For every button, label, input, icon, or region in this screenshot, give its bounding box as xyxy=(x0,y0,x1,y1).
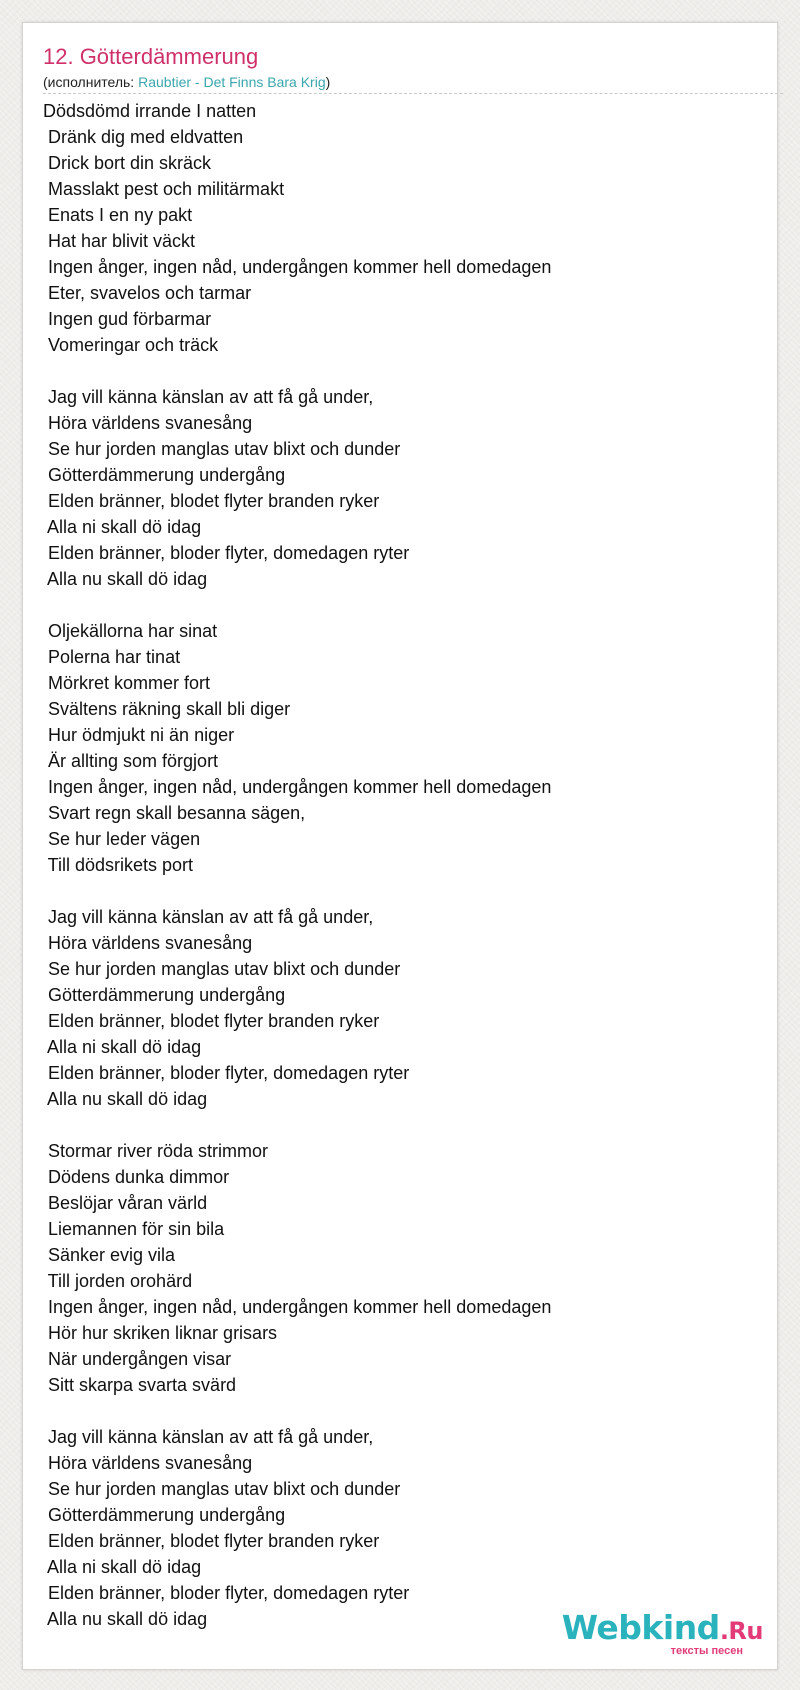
logo-name: Webkind xyxy=(561,1608,720,1647)
lyric-line: Vomeringar och träck xyxy=(43,335,219,355)
lyric-line: Till jorden orohärd xyxy=(43,1271,193,1291)
lyric-line: Se hur leder vägen xyxy=(43,829,201,849)
lyric-line: Är allting som förgjort xyxy=(43,751,219,771)
stanza-break xyxy=(43,358,743,384)
performer-prefix: (исполнитель: xyxy=(43,74,139,90)
lyric-line: När undergången visar xyxy=(43,1349,232,1369)
lyric-line: Elden bränner, blodet flyter branden ryker xyxy=(43,491,380,511)
lyric-line: Masslakt pest och militärmakt xyxy=(43,179,285,199)
lyric-line: Ingen gud förbarmar xyxy=(43,309,212,329)
lyric-line: Se hur jorden manglas utav blixt och dunder xyxy=(43,439,401,459)
logo-wordmark xyxy=(562,1609,763,1650)
lyric-line: Elden bränner, bloder flyter, domedagen ryter xyxy=(43,543,410,563)
lyric-line: Drick bort din skräck xyxy=(43,153,212,173)
lyric-line: Hat har blivit väckt xyxy=(43,231,196,251)
lyric-line: Höra världens svanesång xyxy=(43,1453,253,1473)
stanza-break xyxy=(43,1398,743,1424)
lyric-line: Enats I en ny pakt xyxy=(43,205,193,225)
stanza-break xyxy=(43,878,743,904)
lyrics-card xyxy=(22,22,778,1670)
stanza-break xyxy=(43,592,743,618)
lyric-line: Höra världens svanesång xyxy=(43,933,253,953)
lyric-line: Götterdämmerung undergång xyxy=(43,1505,286,1525)
lyrics-text xyxy=(43,98,743,1632)
lyric-line: Elden bränner, bloder flyter, domedagen ryter xyxy=(43,1063,410,1083)
lyric-line: Dödsdömd irrande I natten xyxy=(43,101,257,121)
lyric-line: Mörkret kommer fort xyxy=(43,673,211,693)
lyric-line: Liemannen för sin bila xyxy=(43,1219,225,1239)
lyric-line: Götterdämmerung undergång xyxy=(43,985,286,1005)
lyric-line: Se hur jorden manglas utav blixt och dunder xyxy=(43,1479,401,1499)
lyric-line: Till dödsrikets port xyxy=(43,855,194,875)
lyric-line: Svältens räkning skall bli diger xyxy=(43,699,291,719)
lyric-line: Stormar river röda strimmor xyxy=(43,1141,269,1161)
lyric-line: Alla ni skall dö idag xyxy=(43,1557,202,1577)
lyric-line: Beslöjar våran värld xyxy=(43,1193,208,1213)
performer-suffix: ) xyxy=(325,74,331,90)
lyric-line: Alla nu skall dö idag xyxy=(43,1089,208,1109)
lyric-line: Höra världens svanesång xyxy=(43,413,253,433)
lyric-line: Jag vill känna känslan av att få gå under, xyxy=(43,907,374,927)
lyric-line: Ingen ånger, ingen nåd, undergången kommer hell domedagen xyxy=(43,777,552,797)
lyric-line: Dödens dunka dimmor xyxy=(43,1167,230,1187)
logo-tld: .Ru xyxy=(719,1617,763,1645)
lyric-line: Alla ni skall dö idag xyxy=(43,517,202,537)
lyric-line: Elden bränner, blodet flyter branden ryker xyxy=(43,1011,380,1031)
lyric-line: Sänker evig vila xyxy=(43,1245,176,1265)
lyric-line: Polerna har tinat xyxy=(43,647,181,667)
lyric-line: Alla ni skall dö idag xyxy=(43,1037,202,1057)
lyric-line: Hör hur skriken liknar grisars xyxy=(43,1323,278,1343)
lyric-line: Jag vill känna känslan av att få gå under, xyxy=(43,1427,374,1447)
lyric-line: Dränk dig med eldvatten xyxy=(43,127,244,147)
lyric-line: Ingen ånger, ingen nåd, undergången kommer hell domedagen xyxy=(43,1297,552,1317)
lyric-line: Alla nu skall dö idag xyxy=(43,1609,208,1629)
lyric-line: Oljekällorna har sinat xyxy=(43,621,218,641)
logo-tagline: тексты песен xyxy=(670,1645,743,1657)
lyric-line: Elden bränner, blodet flyter branden ryker xyxy=(43,1531,380,1551)
stanza-break xyxy=(43,1112,743,1138)
lyric-line: Elden bränner, bloder flyter, domedagen ryter xyxy=(43,1583,410,1603)
lyric-line: Eter, svavelos och tarmar xyxy=(43,283,252,303)
lyric-line: Götterdämmerung undergång xyxy=(43,465,286,485)
performer-line xyxy=(43,73,330,91)
lyric-line: Sitt skarpa svarta svärd xyxy=(43,1375,237,1395)
lyric-line: Ingen ånger, ingen nåd, undergången kommer hell domedagen xyxy=(43,257,552,277)
lyric-line: Alla nu skall dö idag xyxy=(43,569,208,589)
site-logo[interactable] xyxy=(561,1608,763,1657)
artist-link[interactable]: Raubtier - Det Finns Bara Krig xyxy=(138,74,326,90)
lyric-line: Hur ödmjukt ni än niger xyxy=(43,725,235,745)
lyric-line: Se hur jorden manglas utav blixt och dunder xyxy=(43,959,401,979)
song-title: 12. Götterdämmerung xyxy=(43,44,259,69)
lyric-line: Svart regn skall besanna sägen, xyxy=(43,803,306,823)
lyric-line: Jag vill känna känslan av att få gå under, xyxy=(43,387,374,407)
title-divider xyxy=(43,93,783,94)
